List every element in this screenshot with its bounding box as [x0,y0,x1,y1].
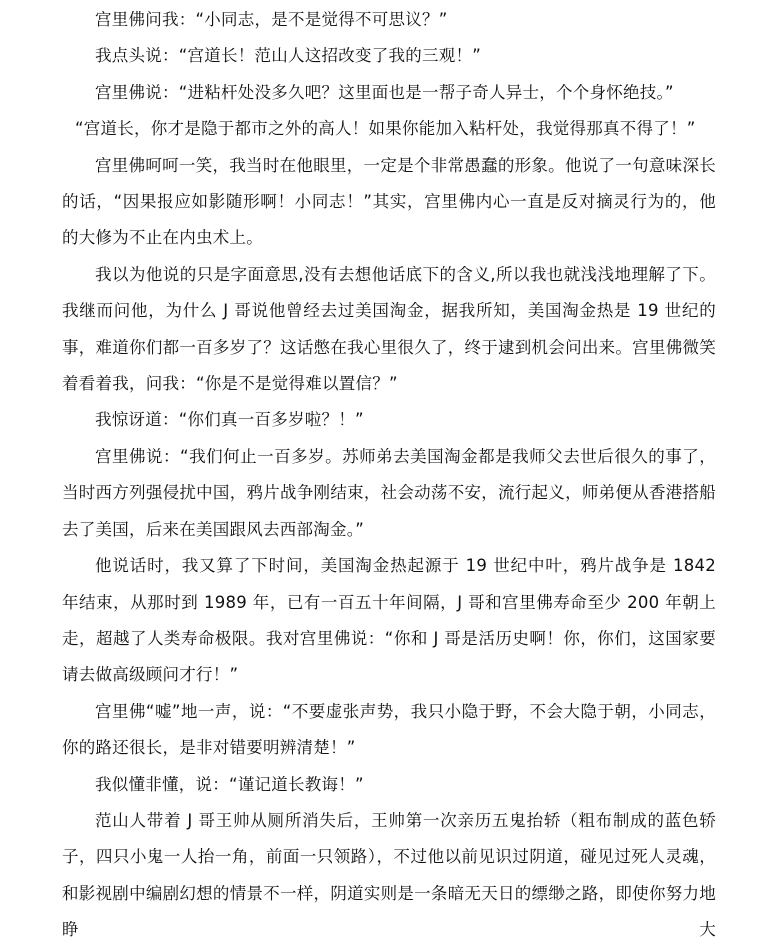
paragraph-12: 范山人带着 J 哥王帅从厕所消失后，王帅第一次亲历五鬼抬轿（粗布制成的蓝色轿子，四只小鬼一人抬一角，前面一只领路），不过他以前见识过阴道，碰见过死人灵魂，和影视剧中编剧幻想的情景不一样，阴道实则是一条暗无天日的缥缈之路，即使你努力地睁大 [62,810,716,940]
paragraph-1: 宫里佛问我：“小同志，是不是觉得不可思议？” [95,10,448,29]
paragraph-8: 宫里佛说：“我们何止一百多岁。苏师弟去美国淘金都是我师父去世后很久的事了，当时西方列强侵扰中国，鸦片战争刚结束，社会动荡不安，流行起义，师弟便从香港搭船去了美国，后来在美国跟风去西部淘金。” [62,446,716,539]
paragraph-3: 宫里佛说：“进粘杆处没多久吧？这里面也是一帮子奇人异士，个个身怀绝技。” [95,82,674,102]
paragraph-5: 宫里佛呵呵一笑，我当时在他眼里，一定是个非常愚蠢的形象。他说了一句意味深长的话，“因果报应如影随形啊！小同志！”其实，宫里佛内心一直是反对摘灵行为的，他的大修为不止在内虫术上。 [62,155,716,248]
document-page [62,0,716,949]
paragraph-4: “宫道长，你才是隐于都市之外的高人！如果你能加入粘杆处，我觉得那真不得了！” [75,119,696,139]
paragraph-10: 宫里佛“嘘”地一声，说：“不要虚张声势，我只小隐于野，不会大隐于朝，小同志，你的路还很长，是非对错要明辨清楚！” [62,701,716,758]
paragraph-6: 我以为他说的只是字面意思,没有去想他话底下的含义,所以我也就浅浅地理解了下。我继而问他，为什么 J 哥说他曾经去过美国淘金，据我所知，美国淘金热是 19 世纪的事，难道你们都一百多岁了？这话憋在我心里很久了，终于逮到机会问出来。宫里佛微笑着看着我，问我：“你是不是觉得难以置信？” [62,264,716,394]
paragraph-7: 我惊讶道：“你们真一百多岁啦？！” [95,410,364,430]
paragraph-9: 他说话时，我又算了下时间，美国淘金热起源于 19 世纪中叶，鸦片战争是 1842 年结束，从那时到 1989 年，已有一百五十年间隔，J 哥和宫里佛寿命至少 200 年朝上走，超越了人类寿命极限。我对宫里佛说：“你和 J 哥是活历史啊！你，你们，这国家要请去做高级顾问才行！” [62,556,716,685]
paragraph-2: 我点头说：“宫道长！范山人这招改变了我的三观！” [95,46,482,66]
paragraph-11: 我似懂非懂，说：“谨记道长教诲！” [95,774,364,794]
